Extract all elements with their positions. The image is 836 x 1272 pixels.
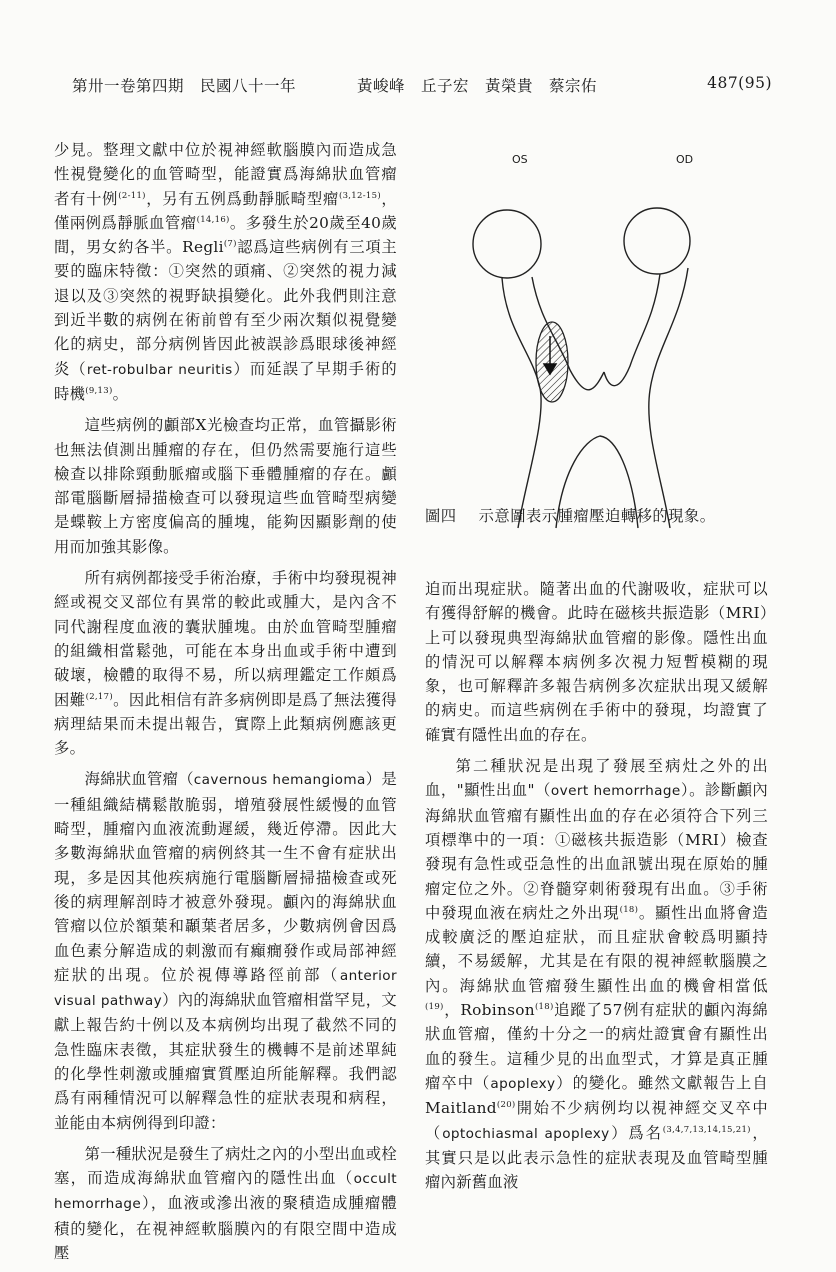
citation-ref: (2-11): [118, 190, 146, 201]
left-eye-circle: [473, 210, 541, 278]
tumor-hatched-mass: [536, 322, 568, 402]
latin-term: occult hemorrhage: [54, 1171, 397, 1213]
text-run: ）內的海綿狀血管瘤相當罕見，文獻上報告約十例以及本病例均出現了截然不同的急性臨床表徵，其症狀發生的機轉不是前述單純的化學性刺激或腫瘤實質壓迫所能解釋。我們認爲有兩種情況可以解釋急性的症狀表現和病程，並能由本病例得到印證：: [54, 991, 397, 1132]
author-names: 黃峻峰 丘子宏 黃榮貴 蔡宗佑: [357, 77, 598, 95]
citation-ref: (9,13): [85, 385, 113, 396]
label-od: OD: [676, 153, 694, 166]
text-run: ），血液或滲出液的聚積造成腫瘤體積的變化，在視神經軟腦膜內的有限空間中造成壓: [54, 1194, 397, 1263]
latin-term: ret-robulbar neuritis: [86, 361, 233, 378]
citation-ref: (14,16): [196, 214, 230, 225]
right-nerve-outer: [649, 268, 688, 528]
text-run: 海綿狀血管瘤（: [84, 770, 194, 789]
citation-ref: (18): [619, 904, 639, 915]
citation-ref: (20): [496, 1100, 516, 1111]
text-run: ，Robinson: [443, 1001, 535, 1020]
citation-ref: (2,17): [85, 691, 113, 702]
citation-ref: (3,12-15): [338, 190, 381, 201]
text-run: ）而延誤了早期手術的時機: [54, 359, 397, 403]
text-run: 第一種狀況是發生了病灶之內的小型出血或栓塞，而造成海綿狀血管瘤內的隱性出血（: [54, 1144, 397, 1188]
text-run: ，其實只是以此表示急性的症狀表現及血管畸型腫瘤內新舊血液: [425, 1123, 768, 1192]
text-run: ，僅兩例爲靜脈血管瘤: [54, 189, 397, 232]
paragraph: [54, 566, 397, 760]
citation-ref: (18): [534, 1002, 554, 1013]
text-run: 。顯性出血將會造成較廣泛的壓迫症狀，而且症狀會較爲明顯持續，不易緩解，尤其是在有限的視神經軟腦膜之內。海綿狀血管瘤發生顯性出血的機會相當低: [425, 903, 768, 995]
latin-term: anterior visual pathway: [54, 967, 397, 1010]
citation-ref: (19): [425, 1002, 444, 1013]
label-os: OS: [512, 153, 528, 166]
text-run: 第二種狀況是出現了發展至病灶之外的出血，"顯性出血"（: [425, 757, 768, 800]
text-run: ）是一種組織結構鬆散脆弱，增殖發展性緩慢的血管畸型，腫瘤內血液流動遲緩，幾近停滯。因此大多數海綿狀血管瘤的病例終其一生不會有症狀出現，多是因其他疾病施行電腦斷層掃描檢查或死後的病理解剖時才被意外發現。顱內的海綿狀血管瘤以位於額葉和顳葉者居多，少數病例會因爲血色素分解造成的刺激而有癲癇發作或局部神經症狀的出現。位於視傳導路徑前部（: [54, 770, 397, 984]
text-run: ，另有五例爲動靜脈畸型瘤: [145, 189, 339, 208]
latin-term: cavernous hemangioma: [193, 772, 366, 789]
paragraph: [54, 1142, 397, 1265]
text-run: 所有病例都接受手術治療，手術中均發現視神經或視交叉部位有異常的較此或腫大，是內含不同代謝程度血液的囊狀腫塊。由於血管畸型腫瘤的組織相當鬆弛，可能在本身出血或手術中遭到破壞，檢體的取得不易，所以病理鑑定工作頗爲困難: [54, 569, 397, 709]
right-nerve-inner: [604, 274, 660, 386]
paragraph: 迫而出現症狀。隨著出血的代謝吸收，症狀可以有獲得舒解的機會。此時在磁核共振造影（MRI）上可以發現典型海綿狀血管瘤的影像。隱性出血的情況可以解釋本病例多次視力短暫模糊的現象，也可解釋許多報告病例多次症狀出現又緩解的病史。而這些病例在手術中的發現，均證實了確實有隱性出血的存在。: [425, 580, 768, 744]
citation-ref: (7): [223, 239, 237, 250]
latin-term: optochiasmal apoplexy: [442, 1125, 610, 1142]
journal-info: 第卅一卷第四期 民國八十一年: [72, 77, 297, 95]
text-run: ）的變化。雖然文獻報告上自Maitland: [425, 1073, 768, 1118]
paragraph: 這些病例的顱部X光檢查均正常，血管攝影術也無法偵測出腫瘤的存在，但仍然需要施行這些檢查以排除頸動脈瘤或腦下垂體腫瘤的存在。顱部電腦斷層掃描檢查可以發現這些血管畸型病變是蝶鞍上方密度偏高的腫塊，能夠因顯影劑的使用而加強其影像。: [54, 416, 397, 556]
right-column: [425, 577, 768, 1201]
text-run: ）爲名: [609, 1123, 663, 1142]
text-run: 認爲這些病例有三項主要的臨床特徵：①突然的頭痛、②突然的視力減退以及③突然的視野缺損變化。此外我們則注意到近半數的病例在術前曾有至少兩次類似視覺變化的病史，部分病例皆因此被誤診爲眼球後神經炎（: [54, 238, 397, 378]
text-run: 。多發生於20歲至40歲間，男女約各半。Regli: [54, 213, 398, 257]
left-nerve-outer: [502, 278, 541, 528]
text-run: 追蹤了57例有症狀的顱內海綿狀血管瘤，僅約十分之一的病灶證實會有顯性出血的發生。這種少見的出血型式，才算是真正腫瘤卒中（: [425, 1001, 768, 1092]
paragraph: [54, 767, 397, 1134]
figure-diagram: [444, 140, 774, 530]
text-run: 。因此相信有許多病例即是爲了無法獲得病理結果而未提出報告，實際上此類病例應該更多。: [54, 690, 398, 758]
latin-term: overt hemorrhage: [550, 783, 681, 800]
page-number: 487(95): [707, 74, 772, 92]
paragraph: [425, 754, 768, 1194]
text-run: 少見。整理文獻中位於視神經軟腦膜內而造成急性視覺變化的血管畸型，能證實爲海綿狀血管瘤者有十例: [54, 141, 397, 208]
figure-caption-text: 示意圖表示腫瘤壓迫轉移的現象。: [478, 507, 716, 525]
text-run: ）。診斷顱內海綿狀血管瘤有顯性出血的存在必須符合下列三項標準中的一項：①磁核共振造影（MRI）檢查發現有急性或亞急性的出血訊號出現在原始的腫瘤定位之外。②脊髓穿刺術發現有出血。③手術中發現血液在病灶之外出現: [425, 781, 769, 922]
right-eye-circle: [624, 208, 690, 274]
text-run: 。: [112, 384, 129, 403]
optic-chiasm-diagram: [444, 140, 774, 530]
text-run: 開始不少病例均以視神經交叉卒中（: [425, 1099, 768, 1142]
latin-term: apoplexy: [490, 1075, 556, 1092]
running-header: [72, 74, 772, 98]
figure-number: 圖四: [425, 507, 457, 525]
citation-ref: (3,4,7,13,14,15,21): [662, 1124, 751, 1135]
paragraph: [54, 138, 397, 406]
left-column: [54, 138, 397, 1272]
figure-caption: [425, 504, 770, 526]
